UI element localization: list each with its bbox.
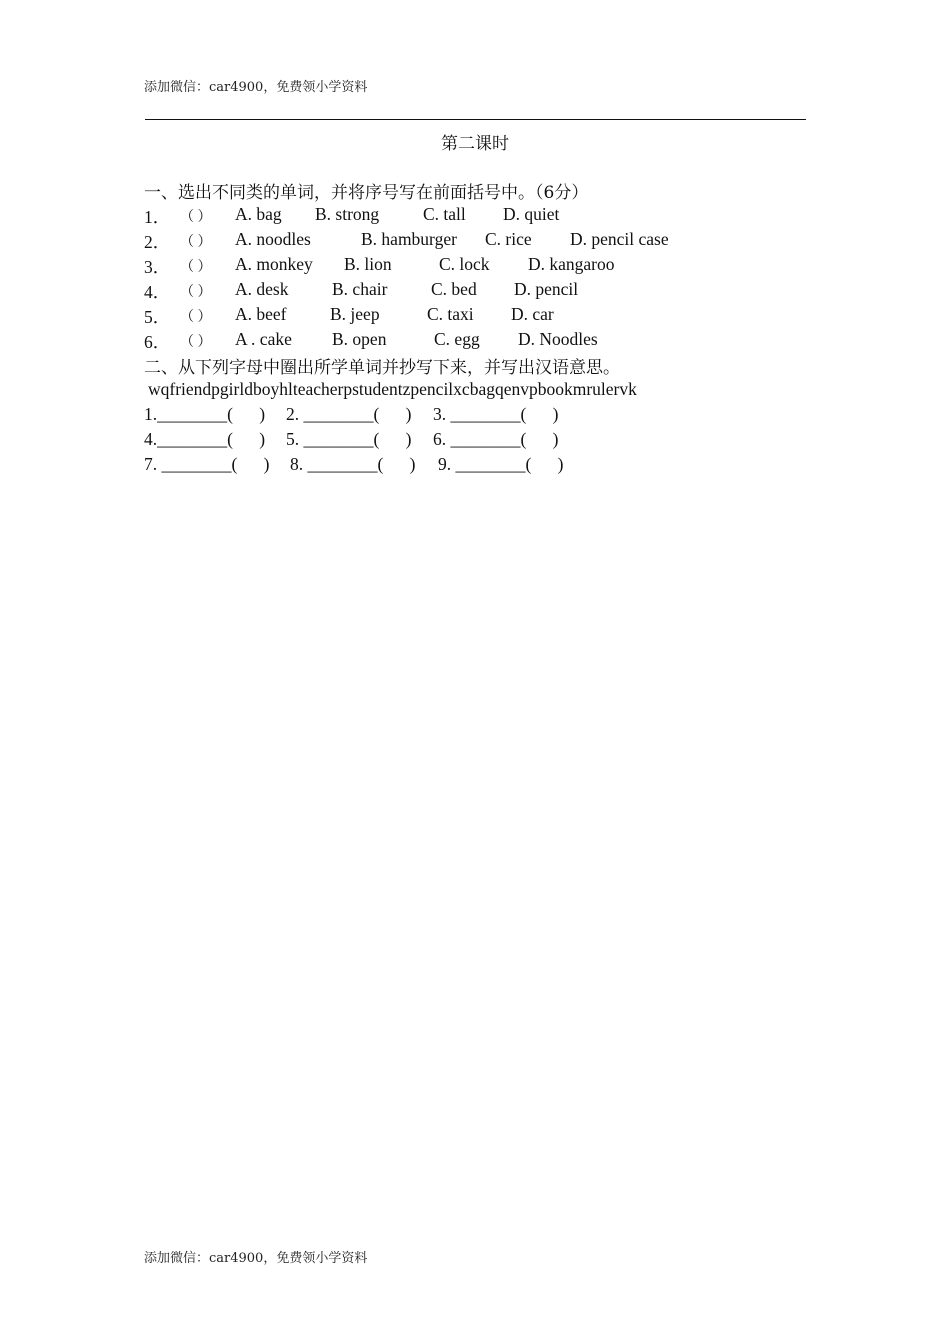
option-d: D. kangaroo	[528, 254, 615, 274]
option-d: D. Noodles	[518, 329, 598, 349]
option-c: C. rice	[485, 229, 532, 249]
option-d: D. car	[511, 304, 554, 324]
option-c: C. tall	[423, 204, 466, 224]
blank-7: 7. ________( )	[144, 454, 270, 474]
question-row-6	[0, 329, 950, 353]
lesson-title: 第二课时	[441, 134, 509, 154]
answer-paren: （ ）	[180, 285, 212, 300]
blank-3: 3. ________( )	[433, 404, 559, 424]
question-number: 2．	[144, 232, 171, 252]
blank-5: 5. ________( )	[286, 429, 412, 449]
option-d: D. pencil	[514, 279, 579, 299]
blank-4: 4.________( )	[144, 429, 266, 449]
answer-paren: （ ）	[180, 310, 212, 325]
option-a: A. noodles	[235, 229, 311, 249]
question-row-2	[0, 229, 950, 253]
header-rule	[145, 119, 806, 120]
option-c: C. bed	[431, 279, 477, 299]
option-b: B. hamburger	[361, 229, 457, 249]
option-b: B. jeep	[330, 304, 380, 324]
option-d: D. quiet	[503, 204, 560, 224]
option-c: C. lock	[439, 254, 490, 274]
option-b: B. open	[332, 329, 387, 349]
option-a: A. desk	[235, 279, 289, 299]
option-b: B. strong	[315, 204, 380, 224]
answer-paren: （ ）	[180, 335, 212, 350]
question-number: 4．	[144, 282, 171, 302]
option-b: B. chair	[332, 279, 388, 299]
answer-paren: （ ）	[180, 235, 212, 250]
question-row-5	[0, 304, 950, 328]
answer-paren: （ ）	[180, 210, 212, 225]
option-a: A. monkey	[235, 254, 313, 274]
section2-instruction: 二、从下列字母中圈出所学单词并抄写下来，并写出汉语意思。	[144, 358, 620, 378]
blank-2: 2. ________( )	[286, 404, 412, 424]
question-number: 5．	[144, 307, 171, 327]
letter-grid: wqfriendpgirldboyhlteacherpstudentzpencilxcbagqenvpbookmrulervk	[148, 379, 637, 399]
option-b: B. lion	[344, 254, 392, 274]
answer-paren: （ ）	[180, 260, 212, 275]
header-note: 添加微信：car4900，免费领小学资料	[144, 80, 368, 95]
option-d: D. pencil case	[570, 229, 669, 249]
option-a: A. bag	[235, 204, 282, 224]
section1-instruction: 一、选出不同类的单词，并将序号写在前面括号中。（6分）	[144, 183, 589, 203]
question-row-3	[0, 254, 950, 278]
blank-9: 9. ________( )	[438, 454, 564, 474]
footer-note: 添加微信：car4900，免费领小学资料	[144, 1251, 368, 1266]
question-row-1	[0, 204, 950, 228]
blank-8: 8. ________( )	[290, 454, 416, 474]
option-a: A . cake	[235, 329, 292, 349]
question-number: 3．	[144, 257, 171, 277]
question-row-4	[0, 279, 950, 303]
blank-6: 6. ________( )	[433, 429, 559, 449]
question-number: 1．	[144, 207, 171, 227]
option-c: C. taxi	[427, 304, 474, 324]
option-a: A. beef	[235, 304, 287, 324]
blank-1: 1.________( )	[144, 404, 266, 424]
option-c: C. egg	[434, 329, 480, 349]
question-number: 6．	[144, 332, 171, 352]
